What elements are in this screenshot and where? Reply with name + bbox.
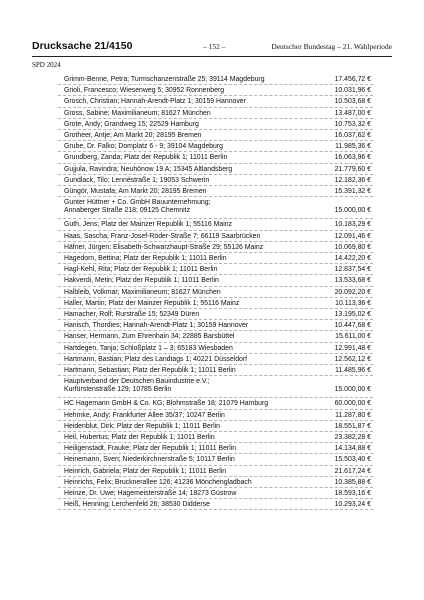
donation-amount: 15.503,40 €: [334, 456, 371, 464]
donation-amount: 13.195,02 €: [334, 310, 371, 318]
donation-amount: 12.091,46 €: [334, 232, 371, 240]
donor-name-address: Güngör, Mustafa; Am Markt 20; 28195 Bremen: [64, 187, 207, 195]
donation-amount: 20.092,20 €: [334, 288, 371, 296]
table-row: [58, 343, 373, 354]
table-row: [58, 432, 373, 443]
table-row: [58, 421, 373, 432]
table-row: [58, 466, 373, 477]
donor-name-address: Hartdegen, Tanja; Schloßplatz 1 – 3; 65183 Wiesbaden: [64, 344, 233, 352]
donor-name-address: Grube, Dr. Falko; Domplatz 6 - 9; 39104 Magdeburg: [64, 143, 223, 151]
donation-amount: 16.037,62 €: [334, 131, 371, 139]
table-row: [58, 242, 373, 253]
table-row: [58, 141, 373, 152]
donation-amount: 12.837,54 €: [334, 266, 371, 274]
table-row: [58, 331, 373, 342]
donor-name-address: Heidenblut, Dirk; Platz der Republik 1; 11011 Berlin: [64, 422, 221, 430]
donor-name-address: Häfner, Jürgen; Elisabeth-Schwarzhaupt-Straße 29; 55126 Mainz: [64, 243, 264, 251]
table-row: [58, 231, 373, 242]
donation-amount: 10.183,29 €: [334, 221, 371, 229]
donor-name-address: Haas, Sascha; Franz-Josef-Röder-Straße 7; 66119 Saarbrücken: [64, 232, 261, 240]
table-row: [58, 365, 373, 376]
donor-name-address: Halbleib, Volkmar; Maximilianeum; 81627 München: [64, 288, 221, 296]
donation-amount: 10.447,68 €: [334, 322, 371, 330]
table-row: [58, 354, 373, 365]
table-row: [58, 398, 373, 409]
donor-name-address: HC Hagemann GmbH & Co. KG; Blohmstraße 18; 21079 Hamburg: [64, 400, 269, 408]
donor-name-address: Hakverdi, Metin; Platz der Republik 1; 11011 Berlin: [64, 277, 219, 285]
section-label: SPD 2024: [32, 61, 61, 69]
table-row: [58, 454, 373, 465]
donor-name-address: Hartmann, Sebastian; Platz der Republik 1; 11011 Berlin: [64, 366, 236, 374]
table-row: [58, 376, 373, 398]
donor-name-address: Hamacher, Rolf; Rurstraße 15; 52349 Düren: [64, 310, 200, 318]
donation-amount: 10.031,96 €: [334, 87, 371, 95]
table-row: [58, 320, 373, 331]
donation-amount: 23.382,28 €: [334, 434, 371, 442]
donor-name-address: Hehmke, Andy; Frankfurter Allee 35/37; 10247 Berlin: [64, 411, 225, 419]
donation-amount: 12.182,36 €: [334, 176, 371, 184]
donor-name-address: Heinrichs, Felix; Brucknerallee 126; 41236 Mönchengladbach: [64, 478, 252, 486]
table-row: [58, 298, 373, 309]
donation-amount: 12.562,12 €: [334, 355, 371, 363]
donor-name-address: Hauptverband der Deutschen Bauindustrie e.V.; Kurfürstenstraße 129; 10785 Berlin: [64, 378, 210, 394]
table-row: [58, 108, 373, 119]
donation-amount: 11.287,80 €: [335, 411, 371, 419]
donor-name-address: Hanisch, Thordies; Hannah-Arendt-Platz 1; 30159 Hannover: [64, 322, 249, 330]
donor-name-address: Heinemann, Sven; Niederkirchnerstraße 5; 10117 Berlin: [64, 456, 235, 464]
page-header: [32, 40, 392, 57]
table-row: [58, 152, 373, 163]
donation-amount: 18.551,87 €: [334, 422, 371, 430]
donation-amount: 11.485,96 €: [335, 366, 371, 374]
table-row: [58, 287, 373, 298]
donation-amount: 16.063,96 €: [334, 154, 371, 162]
donation-amount: 10.385,88 €: [334, 478, 371, 486]
donation-amount: 12.991,48 €: [334, 344, 371, 352]
page-number: – 152 –: [203, 42, 226, 51]
table-row: [58, 488, 373, 499]
table-row: [58, 309, 373, 320]
donation-amount: 11.985,36 €: [335, 143, 371, 151]
table-row: [58, 219, 373, 230]
table-row: [58, 96, 373, 107]
donation-amount: 14.422,20 €: [334, 255, 371, 263]
donor-name-address: Heinrich, Gabriela; Platz der Republik 1; 11011 Berlin: [64, 467, 227, 475]
donation-amount: 15.391,32 €: [334, 187, 371, 195]
donation-amount: 17.456,72 €: [334, 76, 371, 83]
donor-name-address: Haller, Martin; Platz der Mainzer Republik 1; 55116 Mainz: [64, 299, 240, 307]
donation-amount: 10.113,36 €: [335, 299, 371, 307]
table-row: [58, 410, 373, 421]
donation-amount: 13.487,00 €: [334, 109, 371, 117]
donation-amount: 15.000,00 €: [334, 207, 371, 215]
table-row: [58, 264, 373, 275]
table-row: [58, 197, 373, 219]
table-row: [58, 85, 373, 96]
donation-amount: 60.000,00 €: [334, 400, 371, 408]
donor-name-address: Gujjula, Ravindra; Neuhönow 19 A; 15345 Altlandsberg: [64, 165, 233, 173]
donor-name-address: Heiß, Henning; Lerchenfeld 26; 38530 Didderse: [64, 501, 210, 509]
donation-amount: 14.134,88 €: [334, 445, 371, 453]
table-row: [58, 186, 373, 197]
donor-name-address: Hanser, Hermann, Zum Ehrenhain 34; 22885 Barsbüttel: [64, 333, 235, 341]
donor-name-address: Gundlack, Tilo; Lennéstraße 1; 19053 Schwerin: [64, 176, 210, 184]
table-row: [58, 74, 373, 85]
donation-amount: 21.617,24 €: [334, 467, 371, 475]
donor-name-address: Grotheer, Antje; Am Markt 20; 28195 Bremen: [64, 131, 202, 139]
donation-amount: 13.533,68 €: [334, 277, 371, 285]
donation-amount: 15.611,00 €: [335, 333, 371, 341]
donation-amount: 10.293,24 €: [334, 501, 371, 509]
donation-amount: 10.069,80 €: [334, 243, 371, 251]
table-row: [58, 275, 373, 286]
donor-name-address: Gross, Sabine; Maximilianeum; 81627 München: [64, 109, 211, 117]
donation-amount: 10.503,68 €: [334, 98, 371, 106]
donor-name-address: Hagedorn, Bettina; Platz der Republik 1; 11011 Berlin: [64, 255, 227, 263]
table-row: [58, 253, 373, 264]
donor-name-address: Grote, Andy; Grandweg 15; 22529 Hamburg: [64, 120, 199, 128]
table-row: [58, 130, 373, 141]
table-row: [58, 477, 373, 488]
table-row: [58, 164, 373, 175]
donation-amount: 18.593,16 €: [334, 489, 371, 497]
donation-amount: 21.779,60 €: [334, 165, 371, 173]
donation-amount: 15.000,00 €: [334, 386, 371, 394]
donor-name-address: Heil, Hubertus; Platz der Republik 1; 11011 Berlin: [64, 434, 215, 442]
donor-name-address: Grimm-Benne, Petra; Turmschanzenstraße 25; 39114 Magdeburg: [64, 76, 265, 83]
table-row: [58, 499, 373, 510]
table-row: [58, 119, 373, 130]
donor-name-address: Hartmann, Bastian; Platz des Landtags 1; 40221 Düsseldorf: [64, 355, 248, 363]
drucksache-number: Drucksache 21/4150: [32, 40, 133, 52]
donor-name-address: Grosch, Christian; Hannah-Arendt-Platz 1; 30159 Hannover: [64, 98, 246, 106]
donor-name-address: Guth, Jens; Platz der Mainzer Republik 1; 55116 Mainz: [64, 221, 233, 229]
donor-name-address: Heinze, Dr. Uwe; Hagemeisterstraße 14; 18273 Güstrow: [64, 489, 237, 497]
donor-name-address: Gunter Hüttner + Co. GmbH Bauunternehmung; Annaberger Straße 218; 09125 Chemnitz: [64, 199, 211, 215]
publisher-label: Deutscher Bundestag – 21. Wahlperiode: [271, 42, 392, 51]
donor-name-address: Hagl-Kehl, Rita; Platz der Republik 1; 11011 Berlin: [64, 266, 218, 274]
donor-name-address: Heiligenstadt, Frauke; Platz der Republik 1; 11011 Berlin: [64, 445, 237, 453]
table-row: [58, 175, 373, 186]
table-row: [58, 443, 373, 454]
donor-name-address: Grundberg, Zanda; Platz der Republik 1; 11011 Berlin: [64, 154, 228, 162]
donation-amount: 10.753,32 €: [334, 120, 371, 128]
donor-table: [58, 74, 373, 510]
donor-name-address: Grioli, Francesco; Wiesenweg 5; 30952 Ronnenberg: [64, 87, 225, 95]
